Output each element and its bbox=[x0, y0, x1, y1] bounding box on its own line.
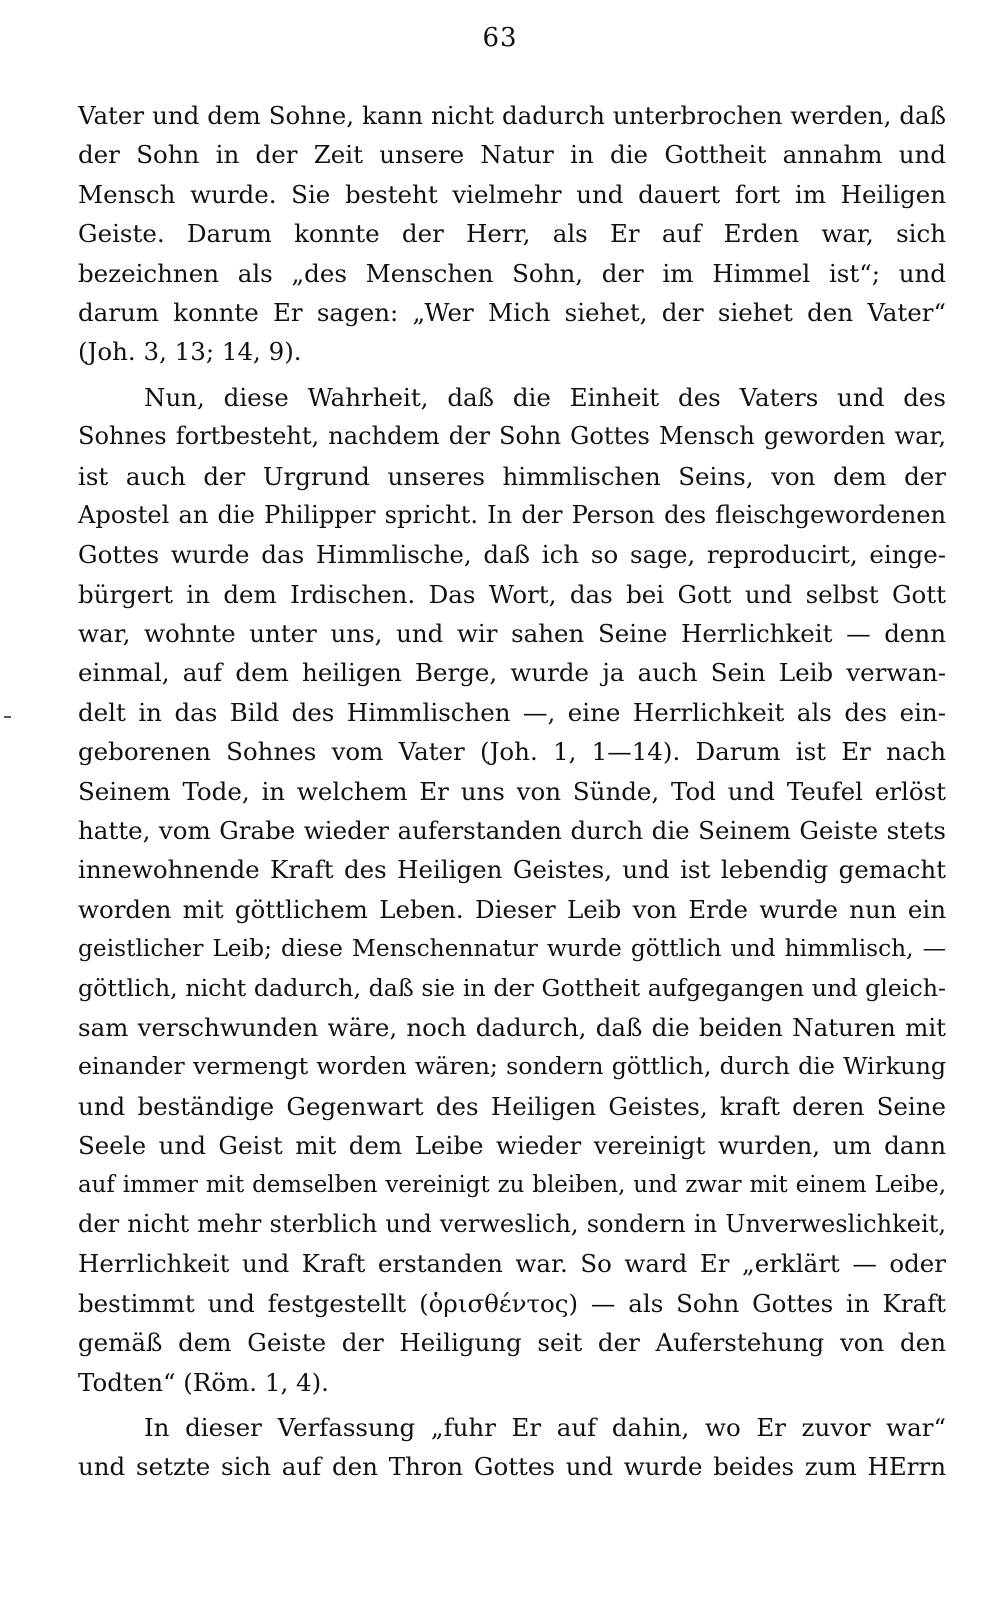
text-line: Apostel an die Philipper spricht. In der Person des fleischgewordenen bbox=[78, 500, 946, 529]
margin-mark bbox=[4, 716, 11, 718]
text-line: Seinem Tode, in welchem Er uns von Sünde, Tod und Teufel erlöst bbox=[78, 776, 946, 806]
text-line: der nicht mehr sterblich und verweslich, sondern in Unverweslichkeit, bbox=[78, 1209, 946, 1238]
text-line: delt in das Bild des Himmlischen —, eine Herrlichkeit als des ein- bbox=[78, 697, 946, 727]
text-line: (Joh. 3, 13; 14, 9). bbox=[78, 337, 302, 367]
text-line: hatte, vom Grabe wieder auferstanden durch die Seinem Geiste stets bbox=[78, 816, 946, 846]
text-line: Vater und dem Sohne, kann nicht dadurch unterbrochen werden, daß bbox=[78, 101, 946, 130]
text-line: und beständige Gegenwart des Heiligen Geistes, kraft deren Seine bbox=[78, 1091, 946, 1121]
text-line: geistlicher Leib; diese Menschennatur wurde göttlich und himmlisch, — bbox=[78, 935, 946, 963]
paragraph bbox=[78, 1408, 946, 1487]
text-line: göttlich, nicht dadurch, daß sie in der Gottheit aufgegangen und gleich- bbox=[78, 973, 946, 1002]
text-line: bürgert in dem Irdischen. Das Wort, das bei Gott und selbst Gott bbox=[78, 579, 946, 609]
text-line: Todten“ (Röm. 1, 4). bbox=[78, 1367, 329, 1397]
text-line: gemäß dem Geiste der Heiligung seit der Auferstehung von den bbox=[78, 1328, 946, 1358]
text-line: ist auch der Urgrund unseres himmlischen Seins, von dem der bbox=[78, 461, 946, 491]
text-line: worden mit göttlichem Leben. Dieser Leib von Erde wurde nun ein bbox=[78, 894, 946, 924]
text-line: In dieser Verfassung „fuhr Er auf dahin, wo Er zuvor war“ bbox=[144, 1412, 946, 1442]
paragraph bbox=[78, 96, 946, 372]
text-line: Nun, diese Wahrheit, daß die Einheit des Vaters und des bbox=[144, 382, 946, 412]
text-line: auf immer mit demselben vereinigt zu bleiben, und zwar mit einem Leibe, bbox=[78, 1171, 946, 1198]
text-line: einmal, auf dem heiligen Berge, wurde ja auch Sein Leib verwan- bbox=[78, 658, 946, 688]
text-line: darum konnte Er sagen: „Wer Mich siehet, der siehet den Vater“ bbox=[78, 297, 946, 327]
text-line: innewohnende Kraft des Heiligen Geistes, und ist lebendig gemacht bbox=[78, 855, 946, 885]
text-line: und setzte sich auf den Thron Gottes und wurde beides zum HErrn bbox=[78, 1452, 946, 1482]
body-text bbox=[78, 96, 946, 1487]
text-line: Herrlichkeit und Kraft erstanden war. So ward Er „erklärt — oder bbox=[78, 1249, 946, 1279]
text-line: Mensch wurde. Sie besteht vielmehr und dauert fort im Heiligen bbox=[78, 179, 946, 209]
text-line: einander vermengt worden wären; sondern göttlich, durch die Wirkung bbox=[78, 1052, 946, 1081]
text-line: sam verschwunden wäre, noch dadurch, daß die beiden Naturen mit bbox=[78, 1012, 946, 1042]
text-line: war, wohnte unter uns, und wir sahen Seine Herrlichkeit — denn bbox=[78, 619, 946, 649]
text-line: geborenen Sohnes vom Vater (Joh. 1, 1—14). Darum ist Er nach bbox=[78, 737, 946, 767]
text-line: Gottes wurde das Himmlische, daß ich so sage, reproducirt, einge- bbox=[78, 540, 946, 570]
text-line: bezeichnen als „des Menschen Sohn, der im Himmel ist“; und bbox=[78, 258, 946, 288]
text-line: bestimmt und festgestellt (ὁρισθέντος) — als Sohn Gottes in Kraft bbox=[78, 1288, 946, 1318]
text-line: Geiste. Darum konnte der Herr, als Er auf Erden war, sich bbox=[78, 219, 946, 249]
text-line: Sohnes fortbesteht, nachdem der Sohn Gottes Mensch geworden war, bbox=[78, 422, 946, 451]
text-line: Seele und Geist mit dem Leibe wieder vereinigt wurden, um dann bbox=[78, 1131, 946, 1161]
text-line: der Sohn in der Zeit unsere Natur in die Gottheit annahm und bbox=[78, 140, 946, 170]
page-number: 63 bbox=[482, 23, 518, 53]
paragraph bbox=[78, 378, 946, 1402]
